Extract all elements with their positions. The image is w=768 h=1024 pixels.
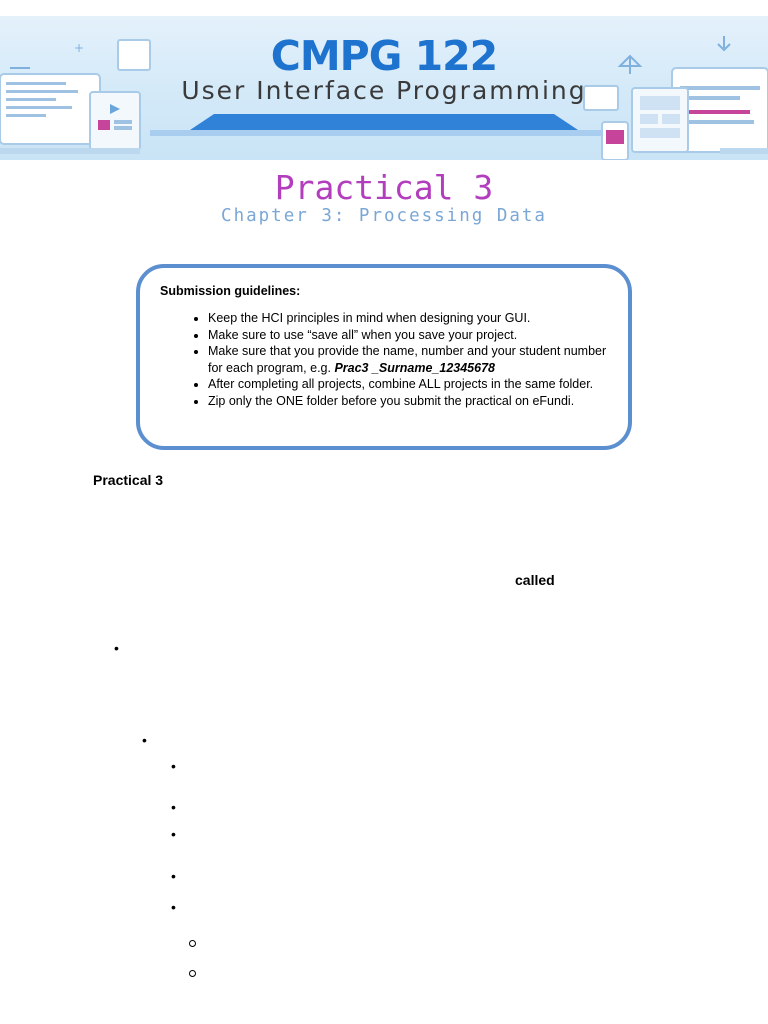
called-text: called (515, 572, 555, 588)
bullet-marker: • (171, 758, 176, 774)
guidelines-list (166, 310, 608, 409)
page-title: Practical 3 (274, 168, 494, 207)
guideline-text: Make sure that you provide the name, number and your student number for each program, e.g. (208, 344, 607, 375)
submission-guidelines-box (136, 264, 632, 450)
guideline-item: • Zip only the ONE folder before you submit the practical on eFundi. (208, 393, 608, 410)
bullet-marker: • (171, 826, 176, 842)
section-heading: Practical 3 (93, 472, 164, 488)
bullet-marker: • (171, 899, 176, 915)
guideline-item: • Make sure to use “save all” when you save your project. (208, 327, 608, 344)
course-code: CMPG 122 (270, 32, 498, 80)
bullet-marker: • (171, 868, 176, 884)
course-banner (0, 16, 768, 160)
course-name: User Interface Programming (181, 76, 587, 105)
guidelines-heading: Submission guidelines: (160, 284, 301, 298)
guideline-item: • After completing all projects, combine ALL projects in the same folder. (208, 376, 608, 393)
bullet-marker: • (114, 640, 119, 656)
sub-bullet-marker (189, 970, 196, 977)
bullet-marker: • (171, 799, 176, 815)
svg-text:+: + (74, 41, 85, 55)
sub-bullet-marker (189, 940, 196, 947)
guideline-item (208, 343, 608, 376)
page-subtitle: Chapter 3: Processing Data (221, 206, 547, 226)
guideline-item: • Keep the HCI principles in mind when designing your GUI. (208, 310, 608, 327)
bullet-marker: • (142, 732, 147, 748)
filename-example: Prac3 _Surname_12345678 (334, 360, 495, 375)
